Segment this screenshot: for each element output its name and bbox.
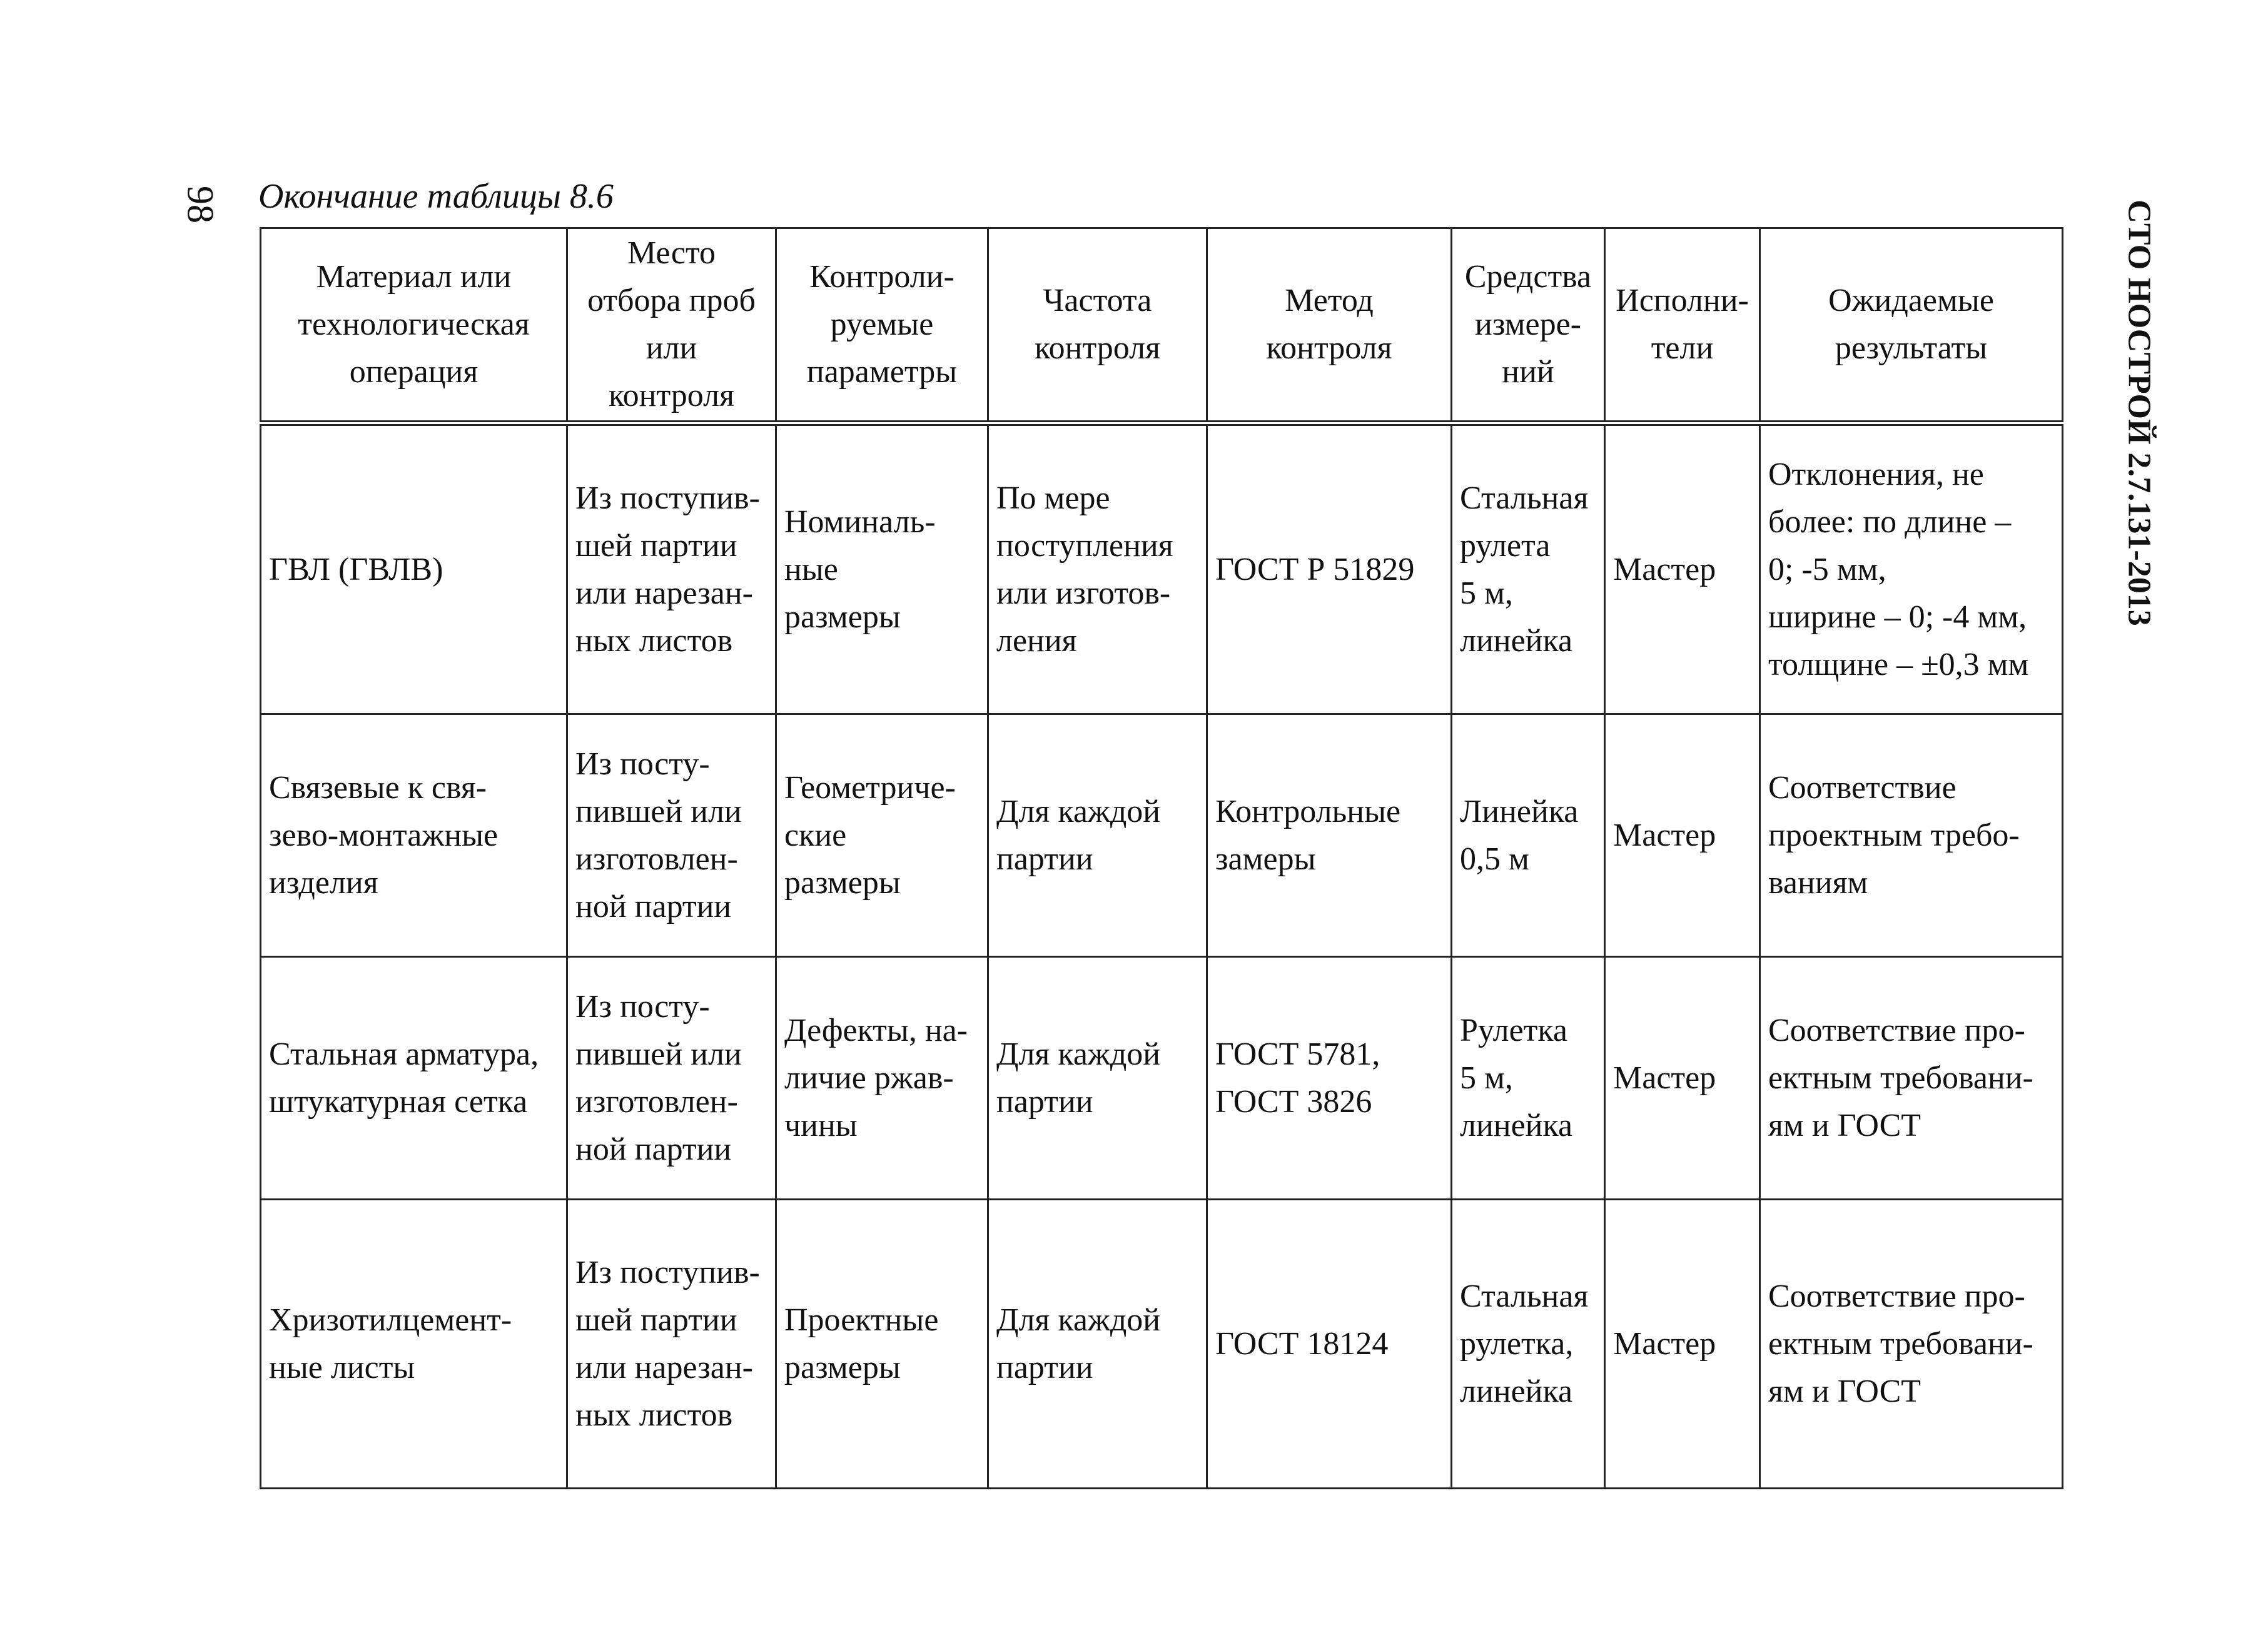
cell-line: технологическая xyxy=(298,306,530,342)
cell-line: пившей или xyxy=(575,793,742,829)
cell-line: ные листы xyxy=(269,1349,415,1385)
cell-line: партии xyxy=(996,1349,1093,1385)
cell-line: более: по длине – xyxy=(1768,504,2012,540)
cell-line: шей партии xyxy=(575,527,737,564)
table-cell xyxy=(776,423,988,714)
cell-line: поступления xyxy=(996,527,1173,564)
cell-line: 5 м, xyxy=(1460,575,1513,611)
header-cell xyxy=(988,228,1207,423)
cell-line: Место xyxy=(627,235,716,271)
cell-line: или нарезан- xyxy=(575,1349,753,1385)
cell-line: ГОСТ Р 51829 xyxy=(1215,551,1415,587)
cell-line: проектным требо- xyxy=(1768,817,2020,853)
header-cell xyxy=(567,228,776,423)
cell-line: размеры xyxy=(784,1349,901,1385)
table-cell xyxy=(988,423,1207,714)
table-row xyxy=(261,957,2063,1200)
table-cell xyxy=(1760,714,2063,957)
cell-line: контроля xyxy=(1266,330,1392,366)
cell-line: Линейка xyxy=(1460,793,1579,829)
cell-line: результаты xyxy=(1835,330,1988,366)
cell-line: отбора проб xyxy=(587,283,756,318)
cell-line: ектным требовани- xyxy=(1768,1325,2033,1362)
page-number: 98 xyxy=(180,186,221,223)
table-cell xyxy=(988,957,1207,1200)
cell-line: личие ржав- xyxy=(784,1060,954,1096)
cell-line: чины xyxy=(784,1107,858,1143)
cell-line: ные xyxy=(784,551,838,587)
cell-line: Из посту- xyxy=(575,988,710,1025)
cell-line: операция xyxy=(349,354,478,390)
cell-line: Хризотилцемент- xyxy=(269,1302,512,1338)
table-caption: Окончание таблицы 8.6 xyxy=(258,177,614,216)
cell-line: ГВЛ (ГВЛВ) xyxy=(269,551,443,587)
cell-line: тели xyxy=(1651,330,1714,366)
table-cell xyxy=(567,957,776,1200)
cell-line: Ожидаемые xyxy=(1828,283,1994,318)
table-cell xyxy=(567,714,776,957)
cell-line: Стальная арматура, xyxy=(269,1036,539,1072)
cell-line: линейка xyxy=(1460,622,1573,659)
cell-line: Стальная xyxy=(1460,1278,1589,1314)
cell-line: или нарезан- xyxy=(575,575,753,611)
table-cell xyxy=(1605,957,1760,1200)
header-cell xyxy=(261,228,567,423)
cell-line: толщине – ±0,3 мм xyxy=(1768,646,2029,682)
table-row xyxy=(261,423,2063,714)
cell-line: зево-монтажные xyxy=(269,817,499,853)
table-cell xyxy=(1207,957,1452,1200)
cell-line: ям и ГОСТ xyxy=(1768,1107,1921,1143)
header-cell xyxy=(1605,228,1760,423)
cell-line: контроля xyxy=(609,378,734,413)
cell-line: По мере xyxy=(996,480,1110,516)
cell-line: рулетка, xyxy=(1460,1325,1574,1362)
cell-line: замеры xyxy=(1215,841,1316,877)
cell-line: ления xyxy=(996,622,1077,659)
table-cell xyxy=(1452,1200,1605,1489)
cell-line: Метод xyxy=(1285,283,1374,318)
cell-line: Связевые к свя- xyxy=(269,769,487,806)
cell-line: Соответствие xyxy=(1768,769,1957,806)
cell-line: руемые xyxy=(830,306,934,342)
cell-line: Рулетка xyxy=(1460,1012,1567,1048)
cell-line: изготовлен- xyxy=(575,841,738,877)
header-cell xyxy=(1207,228,1452,423)
cell-line: линейка xyxy=(1460,1373,1573,1409)
cell-line: или изготов- xyxy=(996,575,1171,611)
table-cell xyxy=(1605,423,1760,714)
cell-line: 5 м, xyxy=(1460,1060,1513,1096)
cell-line: шей партии xyxy=(575,1302,737,1338)
table-cell xyxy=(261,957,567,1200)
header-row xyxy=(261,228,2063,423)
cell-line: изготовлен- xyxy=(575,1083,738,1120)
cell-line: штукатурная сетка xyxy=(269,1083,528,1120)
cell-line: Отклонения, не xyxy=(1768,456,1984,492)
table-cell xyxy=(776,714,988,957)
cell-line: ектным требовани- xyxy=(1768,1060,2033,1096)
cell-line: Мастер xyxy=(1613,817,1716,853)
cell-line: рулета xyxy=(1460,527,1551,564)
cell-line: Из поступив- xyxy=(575,480,760,516)
table-cell xyxy=(567,1200,776,1489)
table-row xyxy=(261,714,2063,957)
cell-line: измере- xyxy=(1474,306,1581,342)
table-cell xyxy=(1207,423,1452,714)
cell-line: Для каждой xyxy=(996,1302,1161,1338)
cell-line: ных листов xyxy=(575,1397,733,1433)
cell-line: ские xyxy=(784,817,847,853)
cell-line: ных листов xyxy=(575,622,733,659)
cell-line: Номиналь- xyxy=(784,504,936,540)
cell-line: Для каждой xyxy=(996,1036,1161,1072)
cell-line: ГОСТ 5781, xyxy=(1215,1036,1380,1072)
header-cell xyxy=(1452,228,1605,423)
cell-line: Материал или xyxy=(316,259,512,295)
running-header: СТО НОСТРОЙ 2.7.131-2013 xyxy=(2121,200,2157,626)
table-cell xyxy=(988,714,1207,957)
cell-line: ГОСТ 3826 xyxy=(1215,1083,1372,1120)
cell-line: ширине – 0; -4 мм, xyxy=(1768,599,2027,635)
cell-line: параметры xyxy=(806,354,958,390)
cell-line: линейка xyxy=(1460,1107,1573,1143)
cell-line: Соответствие про- xyxy=(1768,1012,2025,1048)
cell-line: Контрольные xyxy=(1215,793,1401,829)
table-cell xyxy=(1452,957,1605,1200)
cell-line: Мастер xyxy=(1613,1060,1716,1096)
table-cell xyxy=(1760,423,2063,714)
cell-line: Из поступив- xyxy=(575,1254,760,1290)
cell-line: Соответствие про- xyxy=(1768,1278,2025,1314)
table-row xyxy=(261,1200,2063,1489)
table-cell xyxy=(988,1200,1207,1489)
cell-line: изделия xyxy=(269,864,378,901)
cell-line: ний xyxy=(1502,354,1554,390)
cell-line: партии xyxy=(996,1083,1093,1120)
table-cell xyxy=(567,423,776,714)
table-cell xyxy=(1452,714,1605,957)
cell-line: Для каждой xyxy=(996,793,1161,829)
cell-line: 0; -5 мм, xyxy=(1768,551,1886,587)
cell-line: ваниям xyxy=(1768,864,1868,901)
cell-line: Мастер xyxy=(1613,1325,1716,1362)
table-cell xyxy=(1760,957,2063,1200)
cell-line: или xyxy=(645,330,697,366)
cell-line: ям и ГОСТ xyxy=(1768,1373,1921,1409)
cell-line: ной партии xyxy=(575,888,732,924)
table-cell xyxy=(1760,1200,2063,1489)
table-cell xyxy=(1207,1200,1452,1489)
cell-line: Средства xyxy=(1464,259,1592,295)
table-cell xyxy=(261,423,567,714)
cell-line: партии xyxy=(996,841,1093,877)
table-cell xyxy=(1452,423,1605,714)
cell-line: размеры xyxy=(784,599,901,635)
cell-line: 0,5 м xyxy=(1460,841,1529,877)
cell-line: размеры xyxy=(784,864,901,901)
cell-line: Дефекты, на- xyxy=(784,1012,968,1048)
table-cell xyxy=(776,957,988,1200)
header-cell xyxy=(776,228,988,423)
header-cell xyxy=(1760,228,2063,423)
table-cell xyxy=(1605,714,1760,957)
cell-line: Частота xyxy=(1043,283,1152,318)
cell-line: Геометриче- xyxy=(784,769,956,806)
cell-line: Мастер xyxy=(1613,551,1716,587)
table-cell xyxy=(261,1200,567,1489)
table-cell xyxy=(261,714,567,957)
cell-line: Из посту- xyxy=(575,746,710,782)
control-table xyxy=(260,227,2063,1489)
table-cell xyxy=(1605,1200,1760,1489)
cell-line: ной партии xyxy=(575,1131,732,1167)
table-cell xyxy=(1207,714,1452,957)
cell-line: контроля xyxy=(1035,330,1160,366)
cell-line: Стальная xyxy=(1460,480,1589,516)
cell-line: Исполни- xyxy=(1616,283,1749,318)
cell-line: ГОСТ 18124 xyxy=(1215,1325,1389,1362)
cell-line: Контроли- xyxy=(809,259,954,295)
cell-line: Проектные xyxy=(784,1302,939,1338)
cell-line: пившей или xyxy=(575,1036,742,1072)
table-cell xyxy=(776,1200,988,1489)
